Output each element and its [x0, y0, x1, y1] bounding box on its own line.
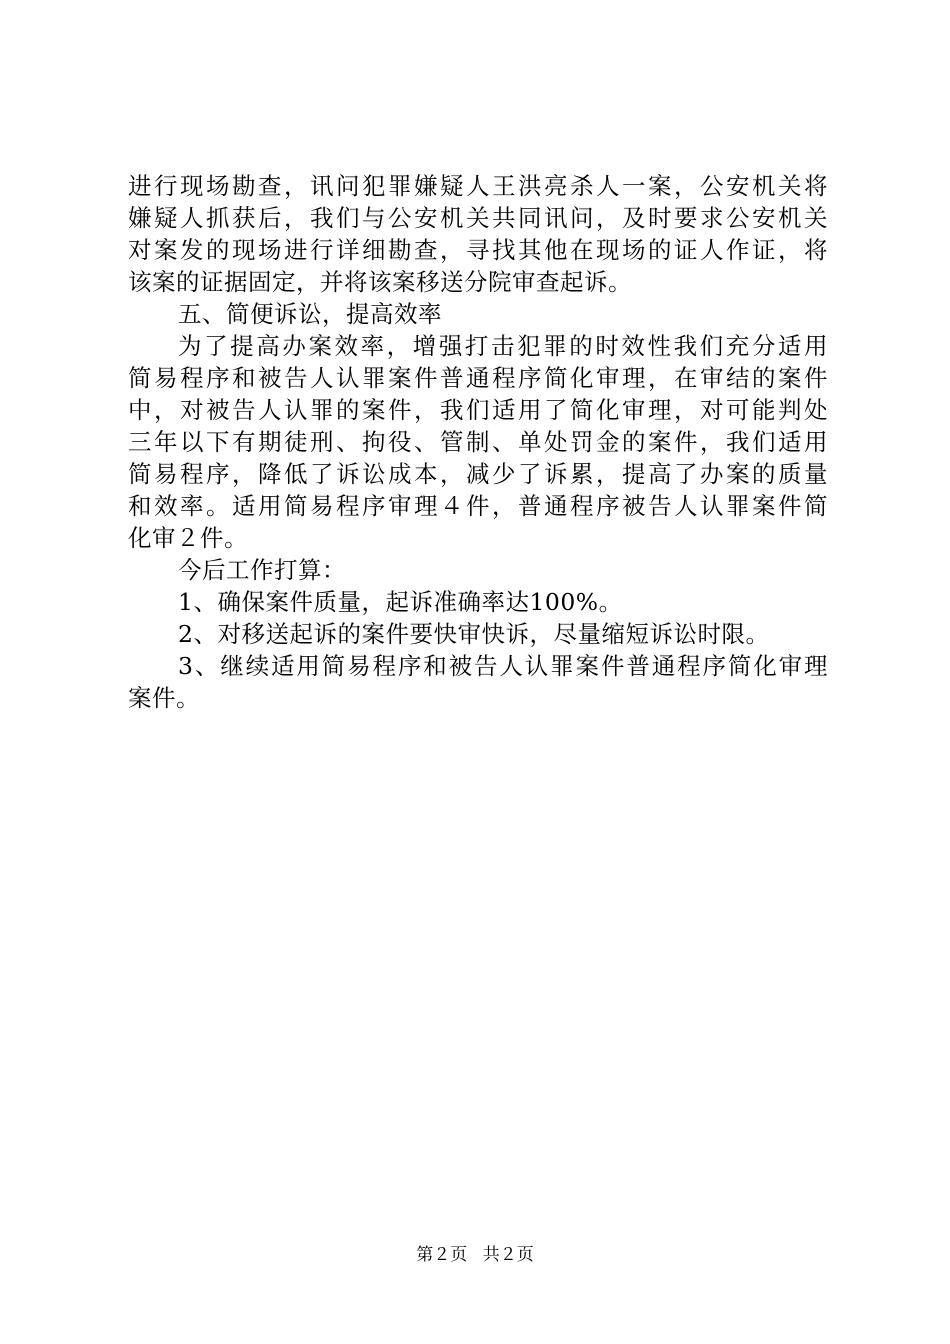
list-item: 2、对移送起诉的案件要快审快诉，尽量缩短诉讼时限。 [178, 620, 770, 648]
list-item-continuation: 案件。 [128, 684, 200, 712]
paragraph-line: 简易程序和被告人认罪案件普通程序简化审理，在审结的案件 [128, 364, 828, 392]
paragraph-line: 对案发的现场进行详细勘查，寻找其他在现场的证人作证，将 [128, 236, 828, 264]
page-total: 共２页 [482, 1245, 534, 1265]
section-heading: 五、简便诉讼，提高效率 [178, 300, 442, 328]
paragraph-line: 化审２件。 [128, 524, 248, 552]
paragraph-line: 简易程序，降低了诉讼成本，减少了诉累，提高了办案的质量 [128, 460, 828, 488]
paragraph-line: 嫌疑人抓获后，我们与公安机关共同讯问，及时要求公安机关 [128, 204, 828, 232]
list-item: 3、继续适用简易程序和被告人认罪案件普通程序简化审理 [178, 652, 828, 680]
paragraph-line: 该案的证据固定，并将该案移送分院审查起诉。 [128, 268, 632, 296]
page-footer [0, 1244, 950, 1266]
paragraph-line: 中，对被告人认罪的案件，我们适用了简化审理，对可能判处 [128, 396, 828, 424]
paragraph-line: 和效率。适用简易程序审理４件，普通程序被告人认罪案件简 [128, 492, 828, 520]
paragraph-line: 为了提高办案效率，增强打击犯罪的时效性我们充分适用 [178, 332, 828, 360]
paragraph-line: 进行现场勘查，讯问犯罪嫌疑人王洪亮杀人一案，公安机关将 [128, 172, 828, 200]
section-heading: 今后工作打算： [178, 556, 346, 584]
paragraph-line: 三年以下有期徒刑、拘役、管制、单处罚金的案件，我们适用 [128, 428, 828, 456]
list-item: 1、确保案件质量，起诉准确率达100%。 [178, 588, 623, 616]
page-number: 第２页 [416, 1245, 468, 1265]
document-body [128, 170, 828, 714]
